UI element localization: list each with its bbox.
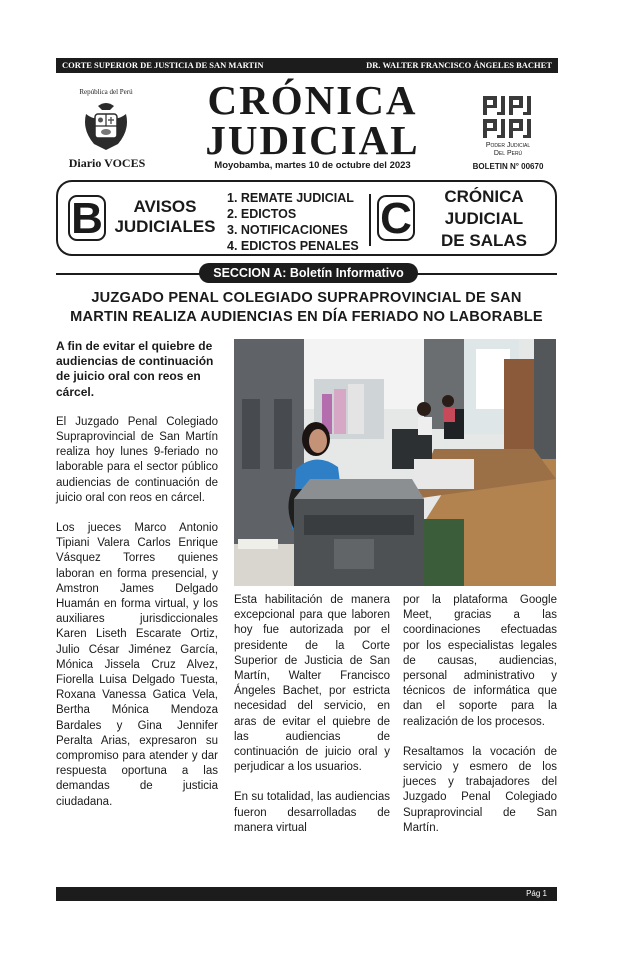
article-paragraph: por la plataforma Google Meet, gracias a las coordinaciones efectuadas por los especialistas legales de causas, audiencias, personal administrativo y técnicos de informática que dan el soporte para la realización de los procesos.	[403, 594, 557, 728]
newspaper-title-line1: CRÓNICA	[207, 77, 418, 123]
page-number: Pág 1	[526, 889, 547, 898]
footer-bar	[56, 887, 557, 901]
avisos-judiciales-label	[110, 197, 220, 237]
diario-voces-label: Diario VOCES	[68, 156, 146, 170]
top-header-bar	[56, 58, 558, 73]
peru-coat-of-arms-icon	[80, 100, 132, 152]
section-divider	[369, 194, 371, 246]
article-paragraph: Resaltamos la vocación de servicio y esmero de los jueces y trabajadores del Juzgado Penal Colegiado Supraprovincial de San Martín.	[403, 745, 557, 834]
article-headline	[56, 289, 557, 327]
avisos-line2: JUDICIALES	[114, 217, 216, 236]
list-item: 2. EDICTOS	[227, 207, 297, 221]
list-item: 1. REMATE JUDICIAL	[227, 191, 354, 205]
republica-label: República del Perú	[79, 88, 133, 96]
article-column-3	[403, 593, 557, 851]
section-b-list	[227, 190, 359, 254]
avisos-line1: AVISOS	[133, 197, 197, 216]
cronica-line2: JUDICIAL	[444, 209, 524, 228]
newspaper-title-line2: JUDICIAL	[205, 117, 420, 163]
headline-line2: MARTIN REALIZA AUDIENCIAS EN DÍA FERIADO NO LABORABLE	[70, 309, 543, 325]
article-lead: A fin de evitar el quiebre de audiencias de continuación de juicio oral con reos en cárcel.	[56, 339, 214, 399]
poder-judicial-line1: Poder Judicial	[485, 142, 531, 149]
president-name: DR. WALTER FRANCISCO ÁNGELES BACHET	[366, 60, 552, 70]
list-item: 4. EDICTOS PENALES	[227, 239, 359, 253]
cronica-line3: DE SALAS	[441, 231, 527, 250]
list-item: 3. NOTIFICACIONES	[227, 223, 348, 237]
article-paragraph: Esta habilitación de manera excepcional para que laboren hoy fue autorizada por el presidente de la Corte Superior de Justicia de San Martín, Walter Francisco Ángeles Bachet, por estricta necesidad del servicio, en aras de evitar el quiebre de las audiencias de continuación de juicio oral y perjudicar a los usuarios.	[234, 594, 390, 774]
article-column-1	[56, 339, 218, 825]
poder-judicial-label	[462, 142, 554, 158]
cronica-judicial-salas-label	[425, 186, 543, 252]
court-name: CORTE SUPERIOR DE JUSTICIA DE SAN MARTIN	[62, 60, 264, 70]
article-paragraph: Los jueces Marco Antonio Tipiani Valera Carlos Enrique Vásquez Torres quienes laboran en forma presencial, y Amstron James Delgado Huamán en forma virtual, y los auxiliares jurisdiccionales Karen Liseth Escarate Ortiz, Julio César Jiménez García, Mónica Jissela Cruz Alvez, Fiorella Luisa Delgado Tuesta, Roxana Vanessa Gatica Vela, Bertha Mónica Mendoza Bardales y Gina Jennifer Peralta Arias, expresaron su compromiso para atender y dar respuesta oportuna a las demandas de justicia ciudadana.	[56, 522, 218, 808]
section-b-letter: B	[68, 195, 106, 241]
poder-judicial-line2: Del Perú	[493, 150, 523, 157]
article-photo	[234, 339, 556, 586]
article-paragraph: En su totalidad, las audiencias fueron desarrolladas de manera virtual	[234, 791, 390, 834]
poder-judicial-logo-icon	[482, 95, 534, 139]
headline-line1: JUZGADO PENAL COLEGIADO SUPRAPROVINCIAL DE SAN	[91, 290, 522, 306]
boletin-number: BOLETIN N° 00670	[472, 162, 544, 171]
section-label-pill: SECCION A: Boletín Informativo	[199, 263, 418, 283]
section-c-letter: C	[377, 195, 415, 241]
article-column-2	[234, 593, 390, 851]
cronica-line1: CRÓNICA	[444, 187, 524, 206]
article-paragraph: El Juzgado Penal Colegiado Supraprovincial de San Martín realiza hoy lunes 9-feriado no laborable para el sector público audiencias de continuación de juicio oral con reos en cárcel.	[56, 415, 218, 504]
dateline: Moyobamba, martes 10 de octubre del 2023	[214, 160, 411, 171]
